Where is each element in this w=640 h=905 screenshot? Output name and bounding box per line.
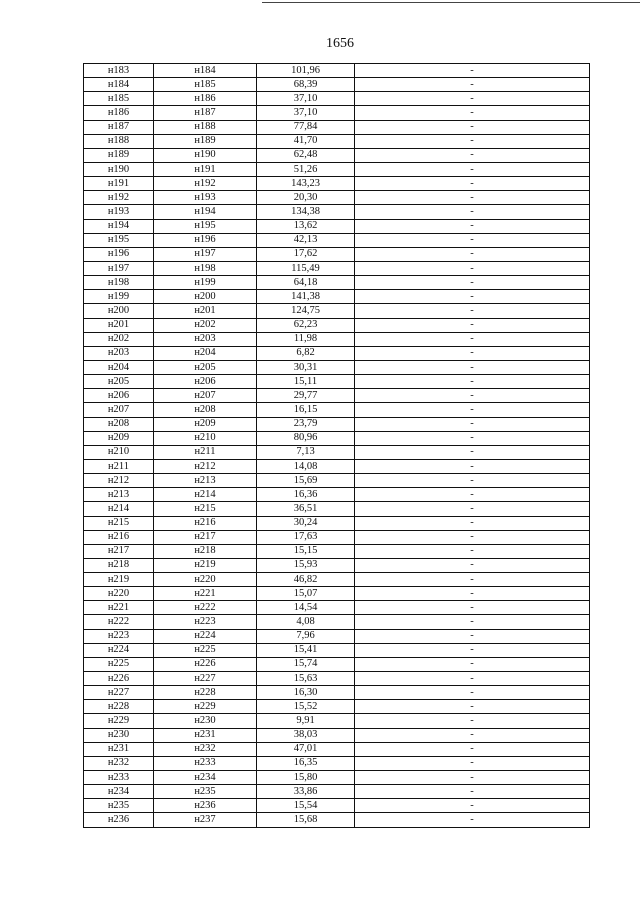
note-cell: - [355,148,590,162]
table-row [84,134,590,148]
note-cell: - [355,558,590,572]
point-from-cell: н187 [84,120,154,134]
note-cell: - [355,799,590,813]
note-cell: - [355,714,590,728]
point-to-cell: н237 [154,813,257,827]
distance-cell: 13,62 [257,219,355,233]
distance-cell: 37,10 [257,106,355,120]
distance-cell: 11,98 [257,332,355,346]
point-from-cell: н220 [84,587,154,601]
table-row [84,728,590,742]
distance-cell: 115,49 [257,261,355,275]
point-to-cell: н188 [154,120,257,134]
point-to-cell: н226 [154,657,257,671]
note-cell: - [355,177,590,191]
distance-cell: 15,52 [257,700,355,714]
point-to-cell: н225 [154,643,257,657]
boundary-points-table [83,63,590,828]
point-to-cell: н214 [154,488,257,502]
note-cell: - [355,64,590,78]
note-cell: - [355,686,590,700]
distance-cell: 23,79 [257,417,355,431]
point-to-cell: н229 [154,700,257,714]
table-row [84,445,590,459]
distance-cell: 47,01 [257,742,355,756]
page-number: 1656 [326,36,354,51]
note-cell: - [355,375,590,389]
distance-cell: 20,30 [257,191,355,205]
distance-cell: 15,07 [257,587,355,601]
point-from-cell: н192 [84,191,154,205]
point-from-cell: н232 [84,756,154,770]
point-to-cell: н201 [154,304,257,318]
table-row [84,502,590,516]
point-to-cell: н202 [154,318,257,332]
point-from-cell: н227 [84,686,154,700]
point-to-cell: н199 [154,276,257,290]
table-row [84,120,590,134]
distance-cell: 15,93 [257,558,355,572]
distance-cell: 141,38 [257,290,355,304]
point-to-cell: н236 [154,799,257,813]
note-cell: - [355,615,590,629]
note-cell: - [355,431,590,445]
table-row [84,629,590,643]
distance-cell: 7,13 [257,445,355,459]
distance-cell: 15,80 [257,771,355,785]
point-to-cell: н204 [154,346,257,360]
table-row [84,191,590,205]
note-cell: - [355,672,590,686]
point-to-cell: н218 [154,544,257,558]
point-to-cell: н233 [154,756,257,770]
table-row [84,290,590,304]
point-from-cell: н230 [84,728,154,742]
point-from-cell: н222 [84,615,154,629]
distance-cell: 124,75 [257,304,355,318]
point-to-cell: н221 [154,587,257,601]
point-to-cell: н234 [154,771,257,785]
note-cell: - [355,459,590,473]
distance-cell: 46,82 [257,573,355,587]
point-from-cell: н233 [84,771,154,785]
point-to-cell: н219 [154,558,257,572]
note-cell: - [355,573,590,587]
point-from-cell: н209 [84,431,154,445]
point-to-cell: н189 [154,134,257,148]
point-to-cell: н208 [154,403,257,417]
table-row [84,92,590,106]
point-from-cell: н194 [84,219,154,233]
distance-cell: 62,48 [257,148,355,162]
note-cell: - [355,813,590,827]
distance-cell: 134,38 [257,205,355,219]
note-cell: - [355,191,590,205]
note-cell: - [355,360,590,374]
note-cell: - [355,544,590,558]
point-to-cell: н193 [154,191,257,205]
distance-cell: 14,54 [257,601,355,615]
table-row [84,417,590,431]
point-from-cell: н208 [84,417,154,431]
note-cell: - [355,332,590,346]
point-to-cell: н228 [154,686,257,700]
point-to-cell: н206 [154,375,257,389]
table-row [84,64,590,78]
distance-cell: 4,08 [257,615,355,629]
table-row [84,474,590,488]
point-to-cell: н231 [154,728,257,742]
point-to-cell: н195 [154,219,257,233]
distance-cell: 64,18 [257,276,355,290]
distance-cell: 7,96 [257,629,355,643]
note-cell: - [355,587,590,601]
table-row [84,686,590,700]
point-to-cell: н184 [154,64,257,78]
table-row [84,587,590,601]
point-from-cell: н210 [84,445,154,459]
point-from-cell: н216 [84,530,154,544]
point-to-cell: н185 [154,78,257,92]
point-to-cell: н194 [154,205,257,219]
note-cell: - [355,771,590,785]
point-to-cell: н215 [154,502,257,516]
point-to-cell: н230 [154,714,257,728]
point-from-cell: н231 [84,742,154,756]
point-to-cell: н224 [154,629,257,643]
point-from-cell: н217 [84,544,154,558]
table-row [84,318,590,332]
point-from-cell: н221 [84,601,154,615]
point-from-cell: н234 [84,785,154,799]
distance-cell: 16,30 [257,686,355,700]
note-cell: - [355,445,590,459]
distance-cell: 37,10 [257,92,355,106]
note-cell: - [355,629,590,643]
table-row [84,742,590,756]
point-from-cell: н219 [84,573,154,587]
point-to-cell: н205 [154,360,257,374]
point-from-cell: н218 [84,558,154,572]
point-from-cell: н183 [84,64,154,78]
table-row [84,785,590,799]
point-to-cell: н207 [154,389,257,403]
point-to-cell: н187 [154,106,257,120]
distance-cell: 15,74 [257,657,355,671]
distance-cell: 33,86 [257,785,355,799]
point-from-cell: н229 [84,714,154,728]
point-to-cell: н203 [154,332,257,346]
table-row [84,261,590,275]
distance-cell: 62,23 [257,318,355,332]
table-row [84,148,590,162]
point-from-cell: н196 [84,247,154,261]
table-row [84,375,590,389]
table-row [84,714,590,728]
table-row [84,700,590,714]
distance-cell: 9,91 [257,714,355,728]
note-cell: - [355,502,590,516]
point-from-cell: н223 [84,629,154,643]
distance-cell: 15,69 [257,474,355,488]
point-to-cell: н212 [154,459,257,473]
top-rule [262,2,640,3]
table-row [84,360,590,374]
note-cell: - [355,290,590,304]
point-from-cell: н195 [84,233,154,247]
point-from-cell: н213 [84,488,154,502]
note-cell: - [355,304,590,318]
table-row [84,813,590,827]
distance-cell: 51,26 [257,162,355,176]
table-row [84,219,590,233]
note-cell: - [355,276,590,290]
table-row [84,530,590,544]
point-to-cell: н209 [154,417,257,431]
distance-cell: 15,41 [257,643,355,657]
point-to-cell: н191 [154,162,257,176]
distance-cell: 16,36 [257,488,355,502]
note-cell: - [355,134,590,148]
point-from-cell: н188 [84,134,154,148]
distance-cell: 143,23 [257,177,355,191]
note-cell: - [355,785,590,799]
note-cell: - [355,742,590,756]
point-from-cell: н205 [84,375,154,389]
point-from-cell: н186 [84,106,154,120]
distance-cell: 36,51 [257,502,355,516]
table-row [84,403,590,417]
note-cell: - [355,318,590,332]
table-row [84,544,590,558]
note-cell: - [355,92,590,106]
table-row [84,106,590,120]
point-to-cell: н210 [154,431,257,445]
distance-cell: 68,39 [257,78,355,92]
table-row [84,558,590,572]
note-cell: - [355,106,590,120]
point-from-cell: н226 [84,672,154,686]
note-cell: - [355,417,590,431]
point-from-cell: н212 [84,474,154,488]
point-from-cell: н225 [84,657,154,671]
distance-cell: 16,15 [257,403,355,417]
table-row [84,276,590,290]
point-to-cell: н227 [154,672,257,686]
table-row [84,615,590,629]
note-cell: - [355,700,590,714]
point-from-cell: н198 [84,276,154,290]
table-row [84,459,590,473]
note-cell: - [355,346,590,360]
distance-cell: 30,31 [257,360,355,374]
note-cell: - [355,205,590,219]
point-to-cell: н223 [154,615,257,629]
distance-cell: 14,08 [257,459,355,473]
note-cell: - [355,219,590,233]
table-row [84,346,590,360]
point-from-cell: н235 [84,799,154,813]
point-to-cell: н192 [154,177,257,191]
table-row [84,233,590,247]
point-from-cell: н193 [84,205,154,219]
note-cell: - [355,488,590,502]
point-from-cell: н190 [84,162,154,176]
point-to-cell: н222 [154,601,257,615]
point-from-cell: н197 [84,261,154,275]
point-to-cell: н196 [154,233,257,247]
point-from-cell: н228 [84,700,154,714]
table-body [84,64,590,828]
distance-cell: 15,63 [257,672,355,686]
point-to-cell: н217 [154,530,257,544]
point-from-cell: н199 [84,290,154,304]
distance-cell: 15,15 [257,544,355,558]
point-to-cell: н200 [154,290,257,304]
distance-cell: 80,96 [257,431,355,445]
table-row [84,78,590,92]
table-row [84,643,590,657]
distance-cell: 41,70 [257,134,355,148]
table-row [84,756,590,770]
table-row [84,771,590,785]
point-to-cell: н235 [154,785,257,799]
table-row [84,657,590,671]
table-row [84,573,590,587]
point-to-cell: н190 [154,148,257,162]
table-row [84,431,590,445]
point-from-cell: н214 [84,502,154,516]
distance-cell: 42,13 [257,233,355,247]
note-cell: - [355,601,590,615]
note-cell: - [355,657,590,671]
point-to-cell: н197 [154,247,257,261]
point-to-cell: н232 [154,742,257,756]
distance-cell: 29,77 [257,389,355,403]
table-row [84,247,590,261]
note-cell: - [355,247,590,261]
table-row [84,516,590,530]
distance-cell: 15,54 [257,799,355,813]
note-cell: - [355,516,590,530]
point-from-cell: н211 [84,459,154,473]
distance-cell: 101,96 [257,64,355,78]
table-row [84,177,590,191]
note-cell: - [355,403,590,417]
note-cell: - [355,530,590,544]
table-row [84,205,590,219]
table-row [84,389,590,403]
point-to-cell: н220 [154,573,257,587]
note-cell: - [355,162,590,176]
distance-cell: 16,35 [257,756,355,770]
note-cell: - [355,261,590,275]
note-cell: - [355,474,590,488]
table-row [84,304,590,318]
point-to-cell: н213 [154,474,257,488]
distance-cell: 38,03 [257,728,355,742]
point-from-cell: н215 [84,516,154,530]
note-cell: - [355,756,590,770]
point-from-cell: н191 [84,177,154,191]
point-from-cell: н236 [84,813,154,827]
distance-cell: 15,68 [257,813,355,827]
point-from-cell: н201 [84,318,154,332]
point-to-cell: н198 [154,261,257,275]
table-row [84,162,590,176]
distance-cell: 17,62 [257,247,355,261]
note-cell: - [355,120,590,134]
distance-cell: 17,63 [257,530,355,544]
distance-cell: 30,24 [257,516,355,530]
note-cell: - [355,643,590,657]
note-cell: - [355,728,590,742]
note-cell: - [355,389,590,403]
point-from-cell: н200 [84,304,154,318]
point-to-cell: н211 [154,445,257,459]
note-cell: - [355,233,590,247]
table-row [84,488,590,502]
point-from-cell: н203 [84,346,154,360]
point-to-cell: н216 [154,516,257,530]
distance-cell: 77,84 [257,120,355,134]
point-from-cell: н204 [84,360,154,374]
table-row [84,799,590,813]
table-row [84,601,590,615]
point-from-cell: н207 [84,403,154,417]
distance-cell: 15,11 [257,375,355,389]
table-row [84,332,590,346]
distance-cell: 6,82 [257,346,355,360]
point-from-cell: н224 [84,643,154,657]
point-from-cell: н206 [84,389,154,403]
table-row [84,672,590,686]
point-from-cell: н184 [84,78,154,92]
note-cell: - [355,78,590,92]
point-to-cell: н186 [154,92,257,106]
point-from-cell: н202 [84,332,154,346]
point-from-cell: н189 [84,148,154,162]
point-from-cell: н185 [84,92,154,106]
